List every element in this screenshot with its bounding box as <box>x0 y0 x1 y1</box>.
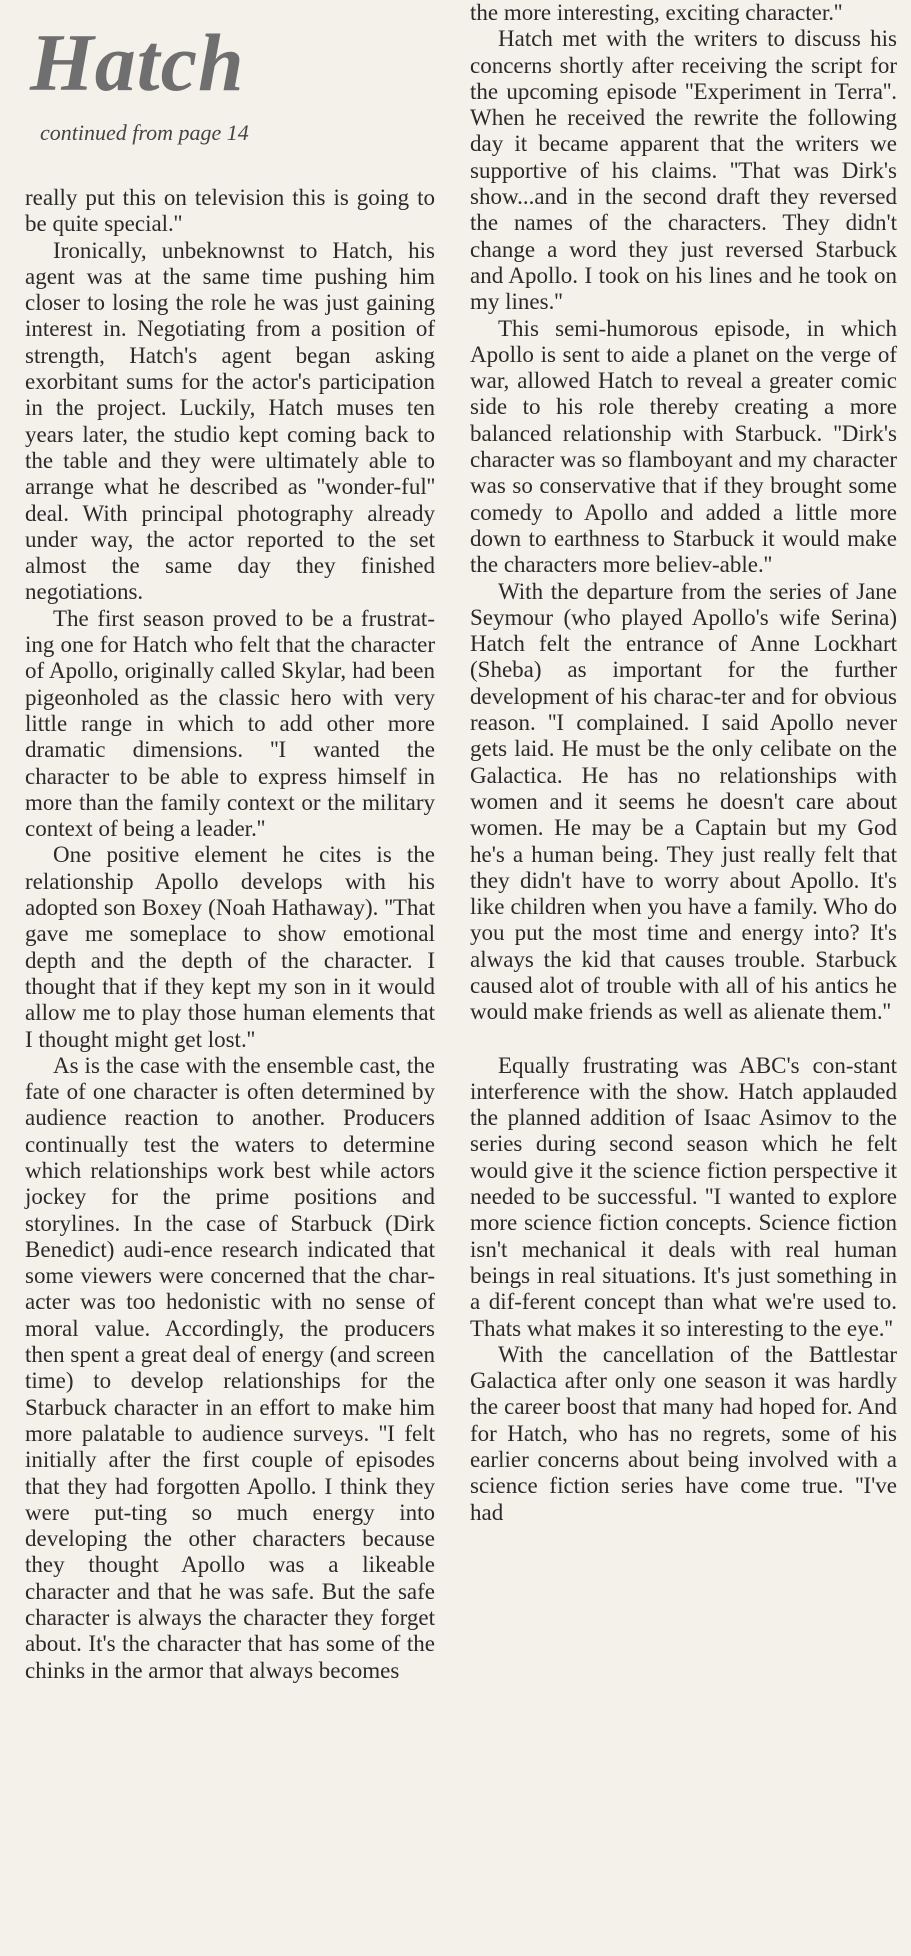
article-title: Hatch <box>30 17 245 108</box>
paragraph: With the cancellation of the Battlestar Galactica after only one season it was hardly the career boost that many had hoped for. And for Hatch, who has no regrets, some of his earlier concerns about being involved with a science fiction series have come true. ''I've had <box>470 1341 897 1525</box>
paragraph: Equally frustrating was ABC's con-stant interference with the show. Hatch applauded the planned addition of Isaac Asimov to the series during second season which he felt would give it the science fiction perspective it needed to be successful. ''I wanted to explore more science fiction concepts. Science fiction isn't mechanical it deals with real human beings in real situations. It's just something in a dif-ferent concept than what we're used to. Thats what makes it so interesting to the eye.'' <box>470 1052 897 1341</box>
paragraph: Ironically, unbeknownst to Hatch, his agent was at the same time pushing him closer to losing the role he was just gaining interest in. Negotiating from a position of strength, Hatch's agent began asking exorbitant sums for the actor's participation in the project. Luckily, Hatch muses ten years later, the studio kept coming back to the table and they were ultimately able to arrange what he described as ''wonder-ful'' deal. With principal photography already under way, the actor reported to the set almost the same day they finished negotiations. <box>25 237 435 605</box>
paragraph: With the departure from the series of Jane Seymour (who played Apollo's wife Serina) Hatch felt the entrance of Anne Lockhart (Sheba) as important for the further development of his charac-ter and for obvious reason. ''I complained. I said Apollo never gets laid. He must be the only celibate on the Galactica. He has no relationships with women and it seems he doesn't care about women. He may be a Captain but my God he's a human being. They just really felt that they didn't have to worry about Apollo. It's like children when you have a family. Who do you put the most time and energy into? It's always the kid that causes trouble. Starbuck caused alot of trouble with all of his antics he would make friends as well as alienate them.'' <box>470 578 897 1025</box>
paragraph: As is the case with the ensemble cast, the fate of one character is often determined by audience reaction to another. Producers continually test the waters to determine which relationships work best while actors jockey for the prime positions and storylines. In the case of Starbuck (Dirk Benedict) audi-ence research indicated that some viewers were concerned that the char-acter was too hedonistic with no sense of moral value. Accordingly, the producers then spent a great deal of energy (and screen time) to develop relationships for the Starbuck character in an effort to make him more palatable to audience surveys. ''I felt initially after the first couple of episodes that they had forgotten Apollo. I think they were put-ting so much energy into developing the other characters because they thought Apollo was a likeable character and that he was safe. But the safe character is always the character they forget about. It's the character that has some of the chinks in the armor that always becomes <box>25 1052 435 1683</box>
paragraph: The first season proved to be a frustrat-ing one for Hatch who felt that the character of Apollo, originally called Skylar, had been pigeonholed as the classic hero with very little range in which to add other more dramatic dimensions. ''I wanted the character to be able to express himself in more than the family context or the military context of being a leader.'' <box>25 605 435 842</box>
paragraph: This semi-humorous episode, in which Apollo is sent to aide a planet on the verge of war, allowed Hatch to reveal a greater comic side to his role thereby creating a more balanced relationship with Starbuck. ''Dirk's character was so flamboyant and my character was so conservative that if they brought some comedy to Apollo and added a little more down to earthness to Starbuck it would make the characters more believ-able.'' <box>470 315 897 578</box>
paragraph: the more interesting, exciting character.'' <box>470 0 843 25</box>
paragraph: really put this on television this is going to be quite special.'' <box>25 185 435 237</box>
paragraph-gap <box>470 1026 897 1053</box>
continued-note: continued from page 14 <box>40 120 249 145</box>
paragraph: Hatch met with the writers to discuss his concerns shortly after receiving the script for the upcoming episode ''Experiment in Terra''. When he received the rewrite the following day it became apparent that the writers we supportive of his claims. ''That was Dirk's show...and in the second draft they reversed the names of the characters. They didn't change a word they just reversed Starbuck and Apollo. I took on his lines and he took on my lines.'' <box>470 26 897 315</box>
paragraph: One positive element he cites is the relationship Apollo develops with his adopted son Boxey (Noah Hathaway). ''That gave me someplace to show emotional depth and the depth of the character. I thought that if they kept my son in it would allow me to play those human elements that I thought might get lost.'' <box>25 842 435 1052</box>
